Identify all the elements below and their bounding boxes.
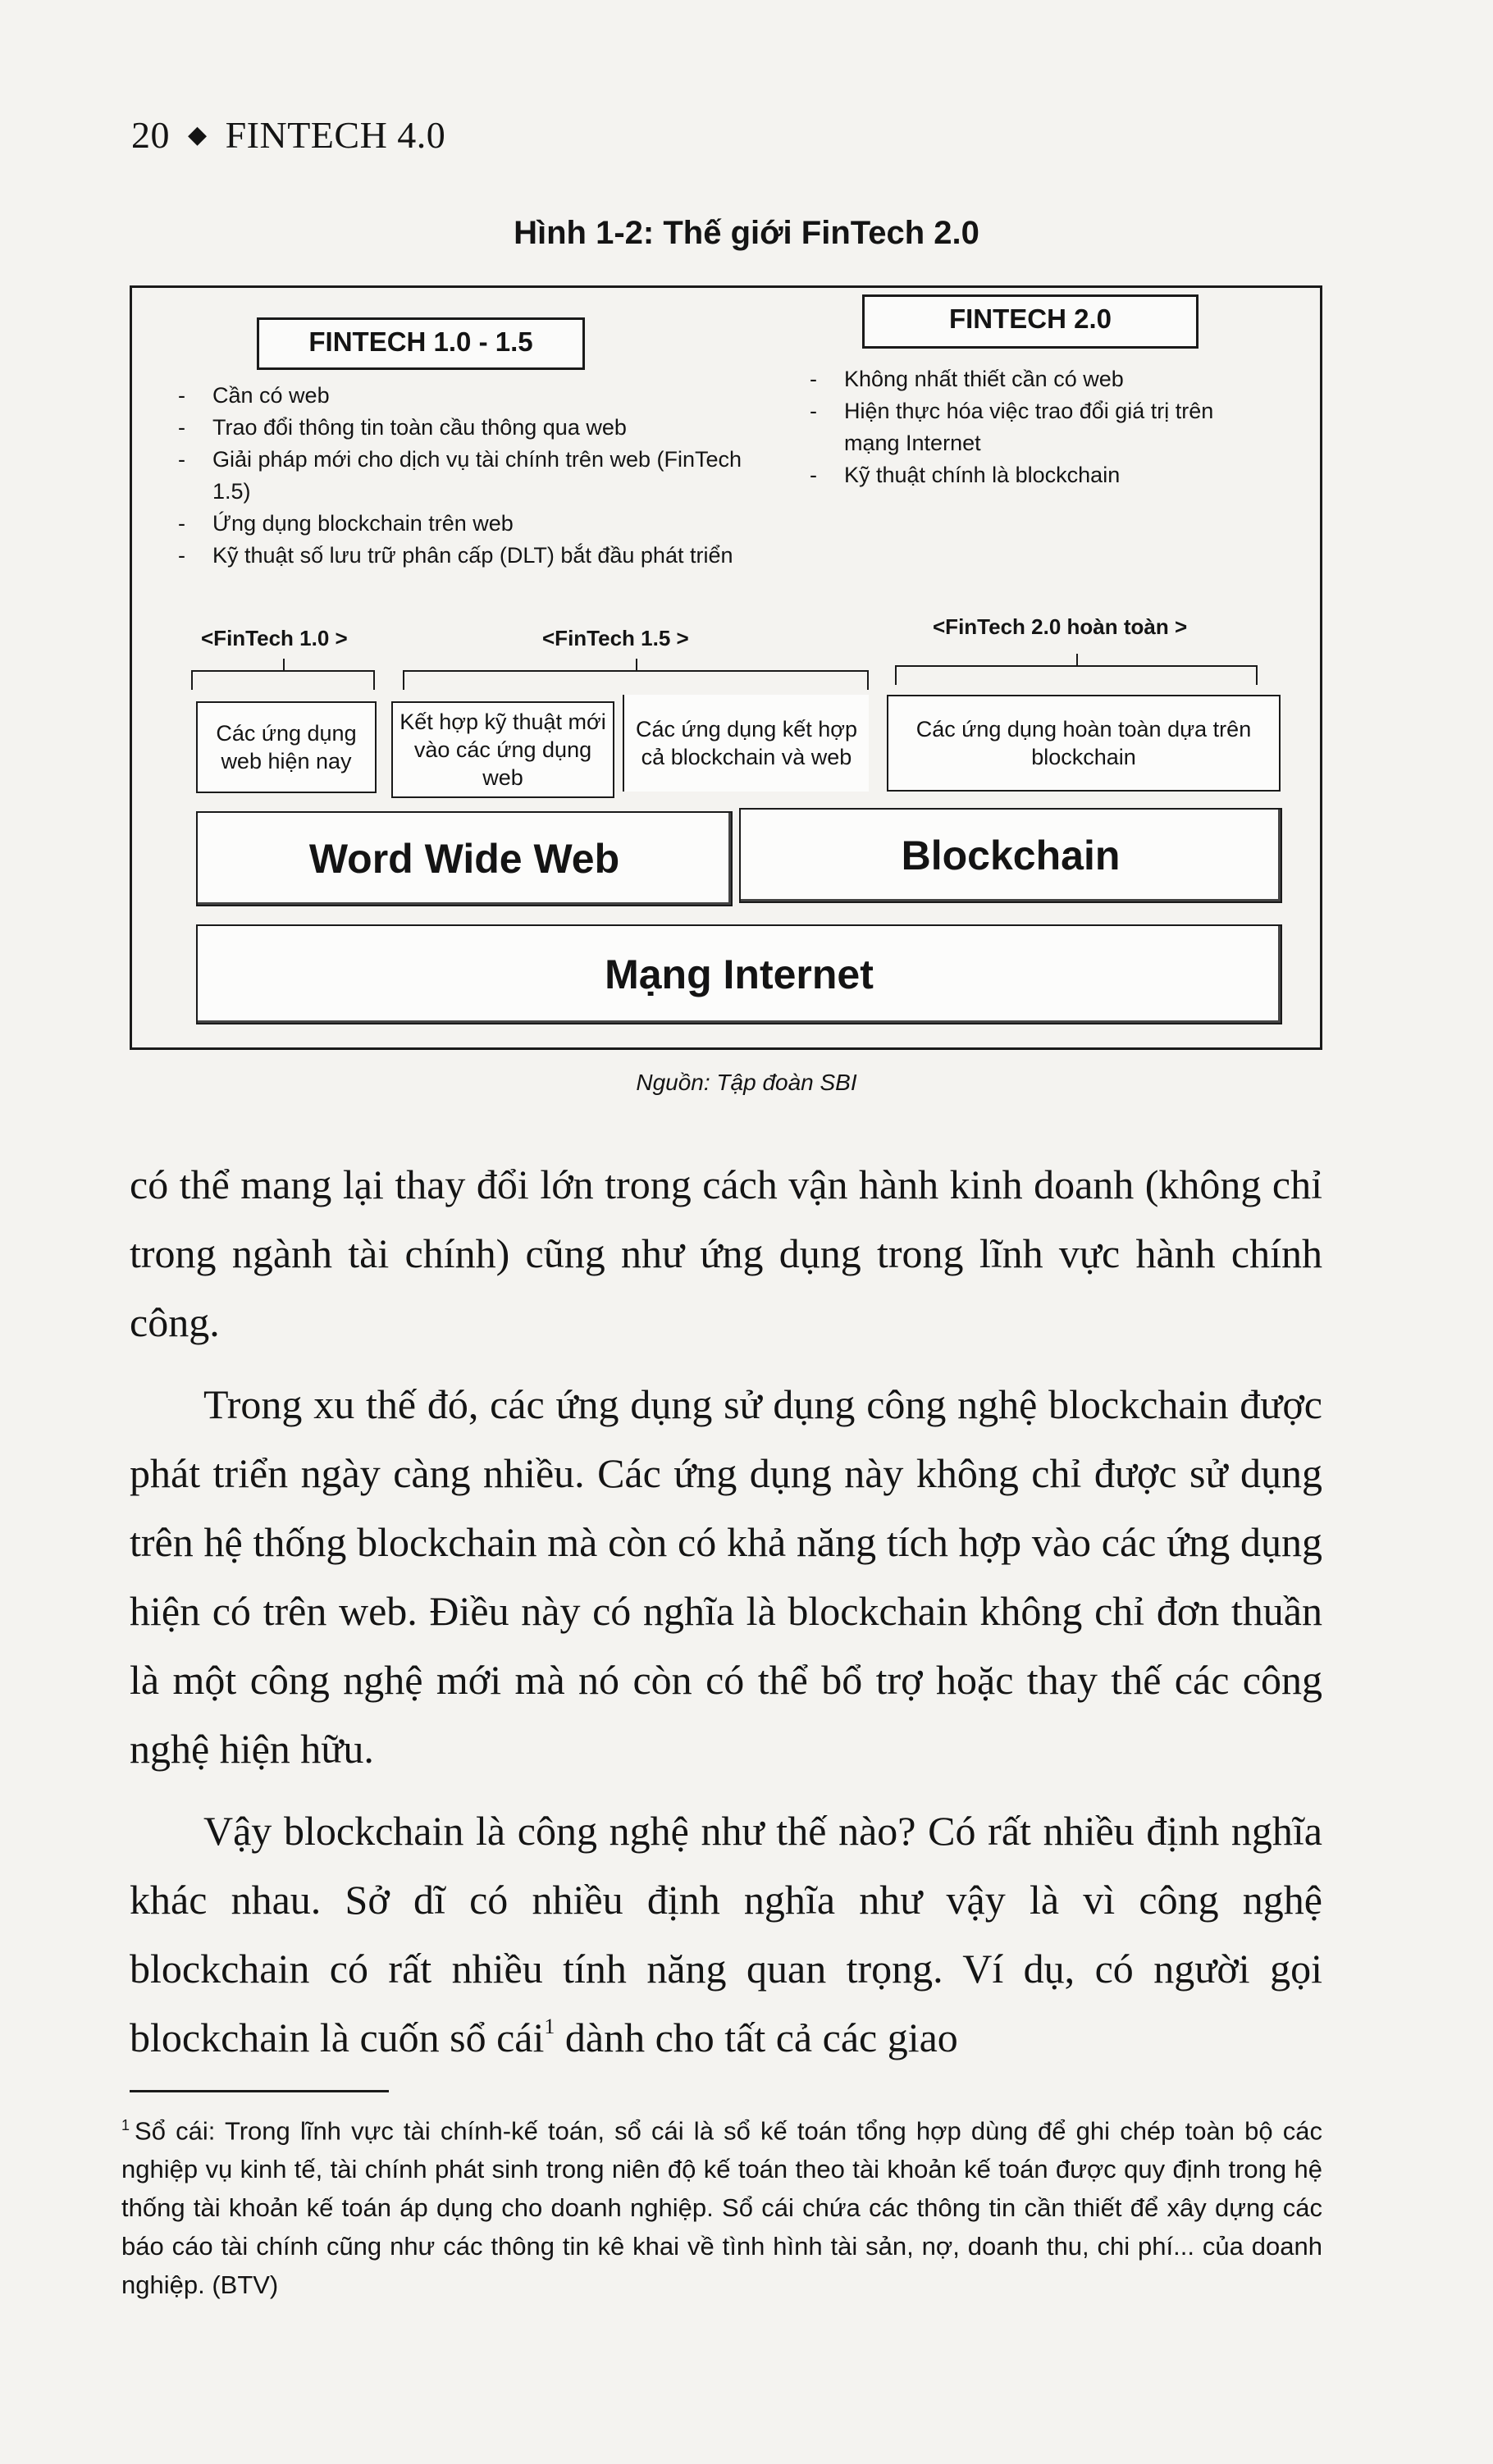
paragraph: Trong xu thế đó, các ứng dụng sử dụng công nghệ blockchain được phát triển ngày càng nhiều. Các ứng dụng này không chỉ được sử dụng trên hệ thống blockchain mà còn có khả năng tích hợp vào các ứng dụng hiện có trên web. Điều này có nghĩa là blockchain không chỉ đơn thuần là một công nghệ mới mà nó còn có thể bổ trợ hoặc thay thế các công nghệ hiện hữu.	[130, 1381, 1322, 1772]
page-number: 20	[131, 114, 170, 156]
list-item: - Kỹ thuật chính là blockchain	[810, 459, 1236, 491]
figure-diagram	[130, 285, 1322, 1050]
footnote-divider	[130, 2090, 389, 2092]
phase-label-fintech-1-0: <FinTech 1.0 >	[201, 626, 348, 650]
layer-internet: Mạng Internet	[196, 924, 1282, 1024]
paragraph	[130, 1796, 1322, 2072]
app-box-blockchain-and-web: Các ứng dụng kết hợp cả blockchain và web	[623, 695, 869, 792]
list-item: - Không nhất thiết cần có web	[810, 363, 1236, 395]
phase-label-fintech-1-5: <FinTech 1.5 >	[542, 626, 689, 650]
footnote	[121, 2106, 1322, 2304]
layer-blockchain: Blockchain	[739, 808, 1282, 903]
running-header	[131, 113, 445, 157]
figure-title: Hình 1-2: Thế giới FinTech 2.0	[514, 215, 979, 251]
bracket-tick	[636, 659, 637, 672]
fintech-1-bullet-list	[178, 380, 769, 572]
list-item: - Giải pháp mới cho dịch vụ tài chính trên web (FinTech 1.5)	[178, 444, 769, 508]
bracket-fintech-1-5	[403, 670, 869, 690]
paragraph-text: Vậy blockchain là công nghệ như thế nào? Có rất nhiều định nghĩa khác nhau. Sở dĩ có nhiều định nghĩa như vậy là vì công nghệ blockchain có rất nhiều tính năng quan trọng. Ví dụ, có người gọi blockchain là cuốn sổ cái	[130, 1808, 1322, 2060]
list-item: - Ứng dụng blockchain trên web	[178, 508, 769, 540]
app-box-blockchain-only: Các ứng dụng hoàn toàn dựa trên blockchain	[887, 695, 1281, 792]
figure-source: Nguồn: Tập đoàn SBI	[636, 1070, 857, 1095]
app-box-web-apps: Các ứng dụng web hiện nay	[196, 701, 377, 793]
phase-label-fintech-2-0-full: <FinTech 2.0 hoàn toàn >	[933, 614, 1188, 639]
bracket-tick	[1076, 654, 1078, 667]
list-item: - Trao đổi thông tin toàn cầu thông qua web	[178, 412, 769, 444]
diamond-separator-icon: ◆	[188, 121, 208, 148]
paragraph: có thể mang lại thay đổi lớn trong cách vận hành kinh doanh (không chỉ trong ngành tài chính) cũng như ứng dụng trong lĩnh vực hành chính công.	[130, 1161, 1322, 1345]
paragraph-text: dành cho tất cả các giao	[555, 2015, 958, 2060]
fintech-2-bullet-list	[810, 363, 1236, 491]
body-text	[130, 1150, 1322, 2072]
layer-world-wide-web: Word Wide Web	[196, 811, 733, 906]
bracket-fintech-2-0	[895, 665, 1258, 685]
footnote-marker: 1	[121, 2117, 130, 2133]
app-box-new-tech-web: Kết hợp kỹ thuật mới vào các ứng dụng web	[391, 701, 614, 798]
list-item: - Kỹ thuật số lưu trữ phân cấp (DLT) bắt đầu phát triển	[178, 540, 769, 572]
bracket-fintech-1-0	[191, 670, 375, 690]
list-item: - Hiện thực hóa việc trao đổi giá trị trên mạng Internet	[810, 395, 1236, 459]
fintech-1-box-label: FINTECH 1.0 - 1.5	[257, 317, 585, 370]
fintech-2-box-label: FINTECH 2.0	[862, 294, 1199, 349]
list-item: - Cần có web	[178, 380, 769, 412]
bracket-tick	[283, 659, 285, 672]
book-title: FINTECH 4.0	[225, 114, 446, 156]
footnote-text: Sổ cái: Trong lĩnh vực tài chính-kế toán, sổ cái là sổ kế toán tổng hợp dùng để ghi chép toàn bộ các nghiệp vụ kinh tế, tài chính phát sinh trong niên độ kế toán theo tài khoản kế toán được quy định trong hệ thống tài khoản kế toán áp dụng cho doanh nghiệp. Sổ cái chứa các thông tin cần thiết để xây dựng các báo cáo tài chính cũng như các thông tin kê khai về tình hình tài sản, nợ, doanh thu, chi phí... của doanh nghiệp. (BTV)	[121, 2116, 1322, 2300]
footnote-reference[interactable]: 1	[544, 2015, 555, 2038]
